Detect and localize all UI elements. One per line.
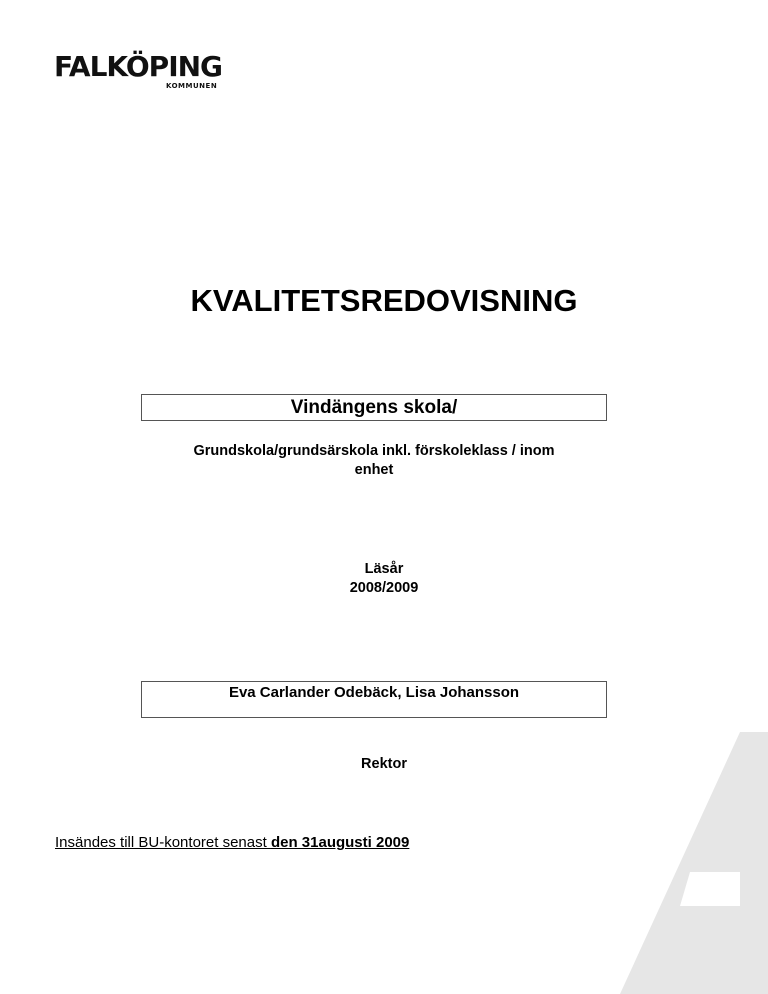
school-type-line-2: enhet — [354, 462, 394, 478]
principal-role: Rektor — [361, 756, 407, 772]
school-name: Vindängens skola/ — [290, 397, 458, 418]
school-name-box — [141, 394, 607, 421]
falkoping-logo — [54, 52, 234, 92]
year-value: 2008/2009 — [349, 580, 419, 596]
deadline-date: den 31augusti 2009 — [270, 834, 410, 851]
school-type — [140, 442, 608, 480]
school-type-line-1: Grundskola/grundsärskola inkl. förskoleklass / inom — [193, 443, 555, 459]
logo-wordmark: FALKÖPING — [54, 50, 223, 83]
document-title: KVALITETSREDOVISNING — [190, 283, 578, 318]
principal-names-box — [141, 681, 607, 718]
principal-names: Eva Carlander Odebäck, Lisa Johansson — [228, 684, 520, 701]
deadline-prefix: Insändes till BU-kontoret senast — [55, 834, 271, 851]
logo-subtext: KOMMUNEN — [166, 82, 218, 90]
year-label: Läsår — [364, 561, 404, 577]
submission-deadline — [55, 833, 409, 853]
